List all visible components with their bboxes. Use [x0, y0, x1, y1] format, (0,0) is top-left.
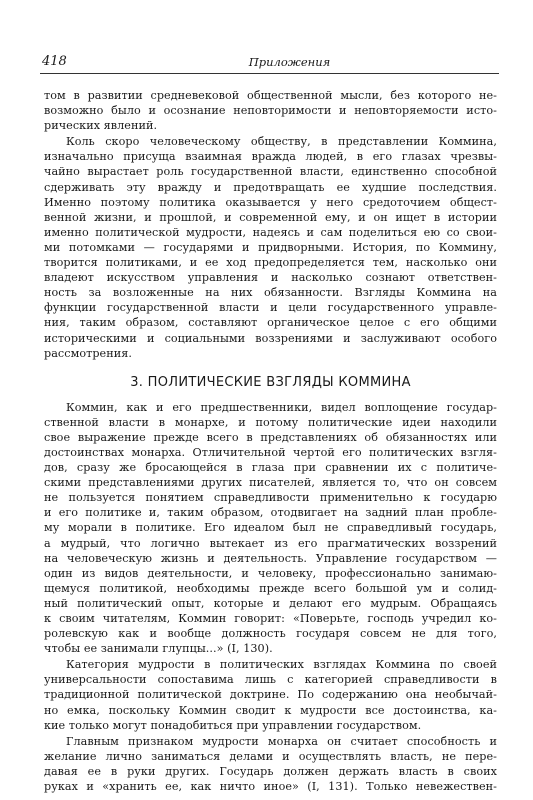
text-line: рических явлений. [44, 119, 158, 133]
section-paragraphs [44, 400, 497, 794]
text-line: Именно поэтому политика оказывается у него средоточием общест- [44, 195, 497, 209]
text-line: на человеческую жизнь и деятельность. Управление государством — [44, 551, 497, 565]
text-line: но емка, поскольку Коммин сводит к мудрости все достоинства, ка- [44, 703, 497, 717]
paragraph [44, 657, 497, 732]
running-head-title: Приложения [248, 55, 331, 69]
text-line: скими представлениями других писателей, является то, что он совсем [44, 476, 497, 490]
paragraph [44, 734, 497, 794]
text-line: ственной власти в монархе, и потому политические идеи находили [44, 415, 497, 429]
text-line: и его политике и, таким образом, отодвигает на задний план пробле- [44, 506, 497, 520]
text-line: Коммин, как и его предшественники, видел воплощение государ- [66, 400, 497, 414]
text-line: ность за возложенные на них обязанности. Взгляды Коммина на [44, 286, 497, 300]
text-line: рассмотрения. [44, 346, 132, 360]
paragraph [44, 88, 497, 133]
text-line: функции государственной власти и цели государственного управле- [44, 301, 497, 315]
intro-paragraphs [44, 88, 497, 361]
text-line: изначально присуща взаимная вражда людей, в его глазах чрезвы- [44, 150, 497, 164]
text-line: кие только могут понадобиться при управлении государством. [44, 718, 422, 732]
text-line: не пользуется понятием справедливости применительно к государю [44, 491, 497, 505]
section-heading: 3. ПОЛИТИЧЕСКИЕ ВЗГЛЯДЫ КОММИНА [130, 374, 411, 390]
text-line: том в развитии средневековой общественной мысли, без которого не- [44, 89, 497, 102]
text-line: достоинствах монарха. Отличительной чертой его политических взгля- [44, 445, 497, 459]
text-line: владеют искусством управления и насколько сознают ответствен- [44, 271, 497, 285]
text-line: чтобы ее занимали глупцы...» (I, 130). [44, 642, 273, 656]
text-line: му морали в политике. Его идеалом был не справедливый государь, [44, 521, 497, 535]
paragraph [44, 400, 497, 657]
text-line: историческими и социальными воззрениями и заслуживают особого [44, 331, 497, 345]
running-head [40, 53, 499, 74]
text-line: венной жизни, и прошлой, и современной ему, и он ищет в истории [44, 210, 497, 224]
page-number: 418 [42, 54, 67, 69]
text-line: а мудрый, что логично вытекает из его прагматических воззрений [44, 536, 497, 550]
text-line: Коль скоро человеческому обществу, в представлении Коммина, [66, 135, 497, 149]
text-line: дов, сразу же бросающейся в глаза при сравнении их с политиче- [44, 461, 497, 475]
text-line: желание лично заниматься делами и осуществлять власть, не пере- [44, 749, 497, 763]
text-line: щемуся политикой, необходимы прежде всего большой ум и солид- [44, 581, 497, 595]
text-line: универсальности сопоставима лишь с категорией справедливости в [44, 673, 497, 687]
paragraph [44, 134, 497, 360]
text-line: ми потомками — государями и придворными. История, по Коммину, [44, 240, 497, 254]
main-text [44, 88, 497, 795]
text-line: именно политической мудрости, надеясь и сам поделиться ею со свои- [44, 225, 497, 239]
text-line: чайно вырастает роль государственной власти, единственно способной [44, 165, 497, 179]
text-line: один из видов деятельности, и человеку, профессионально занимаю- [44, 566, 497, 580]
text-line: Главным признаком мудрости монарха он считает способность и [66, 734, 497, 748]
text-line: ния, таким образом, составляют органическое целое с его общими [44, 316, 497, 330]
text-line: творится политиками, и ее ход предопределяется тем, насколько они [44, 256, 497, 270]
text-line: свое выражение прежде всего в представлениях об обязанностях или [44, 430, 497, 444]
text-line: ролевскую как и вообще должность государя совсем не для того, [44, 627, 497, 641]
text-line: возможно было и осознание неповторимости и неповторяемости исто- [44, 104, 497, 118]
text-line: традиционной политической доктрине. По содержанию она необычай- [44, 688, 497, 702]
text-line: сдерживать эту вражду и предотвращать ее худшие последствия. [44, 180, 497, 194]
text-line: Категория мудрости в политических взглядах Коммина по своей [66, 658, 497, 672]
text-line: к своим читателям, Коммин говорит: «Поверьте, господь учредил ко- [44, 612, 497, 625]
text-line: ный политический опыт, которые и делают его мудрым. Обращаясь [44, 596, 497, 610]
text-line: давая ее в руки других. Государь должен держать власть в своих [44, 764, 497, 778]
text-line: руках и «хранить ее, как ничто иное» (I, 131). Только невежествен- [44, 780, 497, 794]
